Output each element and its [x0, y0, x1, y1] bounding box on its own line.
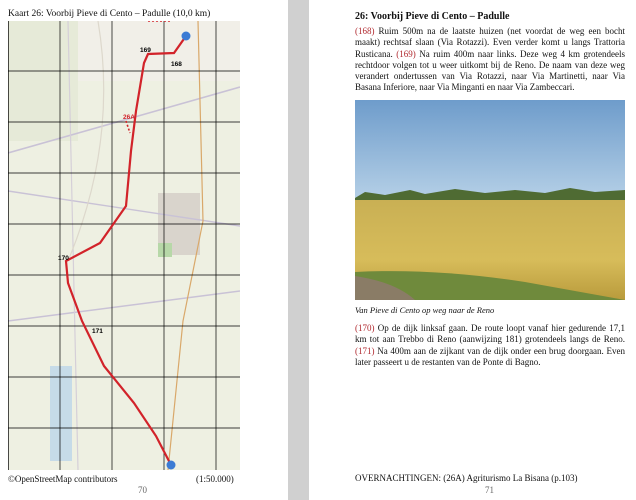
waypoint-171-label: 171: [92, 328, 103, 335]
waypoint-ref-171: (171): [355, 345, 375, 356]
right-page: [309, 0, 636, 500]
overnight-note: OVERNACHTINGEN: (26A) Agriturismo La Bisana (p.103): [355, 473, 578, 483]
direction-text-168: Ruim 500m na de laatste huizen (net voordat de weg een bocht maakt) rechtsaf slaan (Via Rotazzi). Even verder komt u langs Trattoria Rusticana.: [355, 26, 625, 59]
photo-sky: [355, 100, 625, 198]
photo-caption: Van Pieve di Cento op weg naar de Reno: [355, 305, 495, 315]
waypoint-26a-label: 26A: [123, 114, 135, 121]
waypoint-169-label: 169: [140, 47, 151, 54]
route-map-graphic: [8, 21, 240, 470]
direction-text-170: Op de dijk linksaf gaan. De route loopt vanaf hier gedurende 17,1 km tot aan Trebbo di Reno (aanwijzing 181) grotendeels langs de Reno.: [355, 323, 625, 345]
map-water-area: [50, 366, 72, 461]
map-park: [158, 243, 172, 257]
page-number-right: 71: [485, 485, 494, 495]
map-attribution: ©OpenStreetMap contributors: [8, 474, 118, 484]
waypoint-168-label: 168: [171, 61, 182, 68]
directions-paragraph-1: [355, 26, 625, 94]
directions-paragraph-2: [355, 323, 625, 368]
left-page: [0, 0, 288, 500]
waypoint-ref-168: (168): [355, 26, 375, 36]
waypoint-ref-169: (169): [396, 48, 416, 59]
route-end-marker: [167, 461, 176, 470]
map-scale: (1:50.000): [196, 474, 234, 484]
direction-text-169: Na ruim 400m naar links. Deze weg 4 km grotendeels rechtdoor volgen tot u weer uitkomt bij de Reno. De naam van deze weg verandert ondertussen van Via Rotazzi, naar Via Martinetti, naar Via Basana Inferiore, naar Via Minganti en naar Via Zambeccari.: [355, 48, 625, 93]
page-number-left: 70: [138, 485, 147, 495]
route-start-marker: [182, 32, 191, 41]
map-title: Kaart 26: Voorbij Pieve di Cento – Padulle (10,0 km): [8, 9, 211, 19]
page-gutter: [288, 0, 309, 500]
direction-text-171: Na 400m aan de zijkant van de dijk onder een brug doorgaan. Even later passeert u de restanten van de Ponte di Bagno.: [355, 345, 625, 367]
photo-graphic: [355, 100, 625, 300]
map-field-area: [8, 21, 78, 141]
chapter-title: 26: Voorbij Pieve di Cento – Padulle: [355, 11, 510, 22]
waypoint-ref-170: (170): [355, 323, 375, 333]
landscape-photo: [355, 100, 625, 300]
waypoint-170-label: 170: [58, 255, 69, 262]
route-map: [8, 21, 240, 470]
